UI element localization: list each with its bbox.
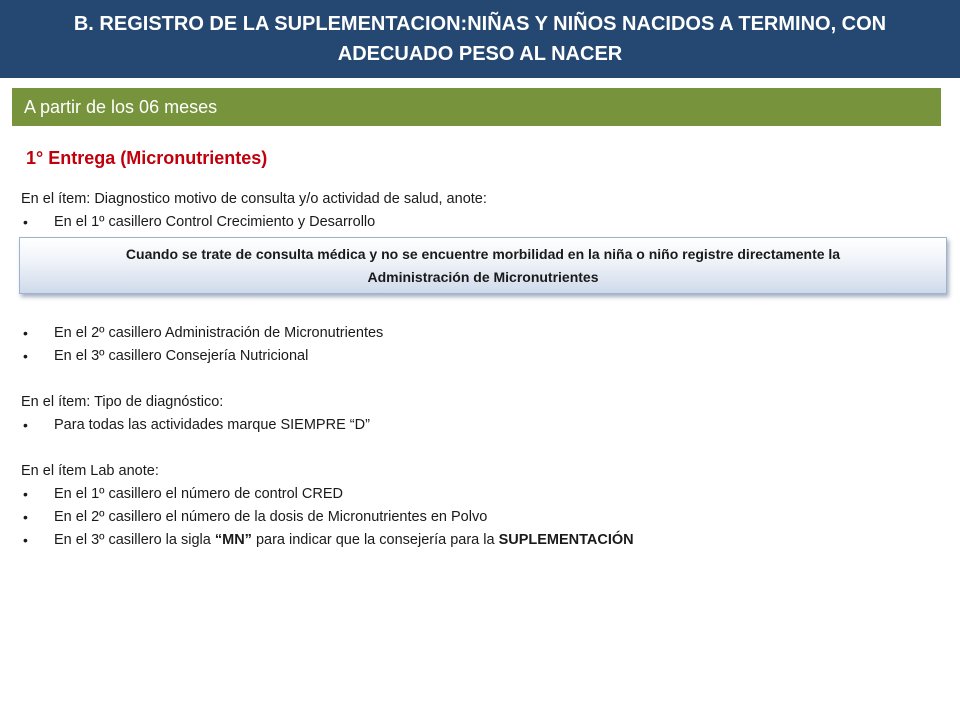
bullet-icon: • [23,532,28,548]
list-item [21,483,941,506]
bullet-icon: • [23,417,28,433]
page-title-line-2: ADECUADO PESO AL NACER [337,43,623,65]
section-header: A partir de los 06 meses [12,88,941,126]
list-item-text-pre: En el 3º casillero la sigla [54,532,215,548]
list-item [21,211,941,234]
page-title [0,0,960,78]
sub-heading: 1° Entrega (Micronutrientes) [26,148,268,168]
note-callout [19,237,947,294]
instructions-part-2 [21,322,941,552]
item-lab-intro: En el ítem Lab anote: [21,463,159,479]
bullet-icon: • [23,486,28,502]
list-item-text: En el 2º casillero Administración de Micronutrientes [54,325,384,341]
list-item [21,322,941,345]
list-item [21,529,941,552]
item-tipo-diagnostico-intro: En el ítem: Tipo de diagnóstico: [21,394,224,410]
list-item [21,414,941,437]
list-item-text: En el 1º casillero el número de control CRED [54,486,343,502]
bullet-icon: • [23,509,28,525]
page-title-line-1: B. REGISTRO DE LA SUPLEMENTACION:NIÑAS Y NIÑOS NACIDOS A TERMINO, CON [73,13,887,35]
item-diagnostico-intro: En el ítem: Diagnostico motivo de consulta y/o actividad de salud, anote: [21,191,487,207]
bullet-icon: • [23,325,28,341]
note-line-2: Administración de Micronutrientes [367,269,599,285]
list-item [21,506,941,529]
list-item-text: En el 2º casillero el número de la dosis de Micronutrientes en Polvo [54,509,488,525]
list-item-text: En el 3º casillero Consejería Nutricional [54,348,309,364]
list-item-text-bold-suplementacion: SUPLEMENTACIÓN [498,532,634,548]
list-item-text: Para todas las actividades marque SIEMPRE “D” [54,417,370,433]
list-item [21,345,941,368]
list-item-text-bold-mn: “MN” [214,532,252,548]
list-item-text: En el 1º casillero Control Crecimiento y Desarrollo [54,214,376,230]
list-item-text-mid: para indicar que la consejería para la [251,532,499,548]
note-line-1: Cuando se trate de consulta médica y no se encuentre morbilidad en la niña o niño registre directamente la [125,246,841,262]
bullet-icon: • [23,214,28,230]
bullet-icon: • [23,348,28,364]
instructions-part-1 [21,188,941,234]
